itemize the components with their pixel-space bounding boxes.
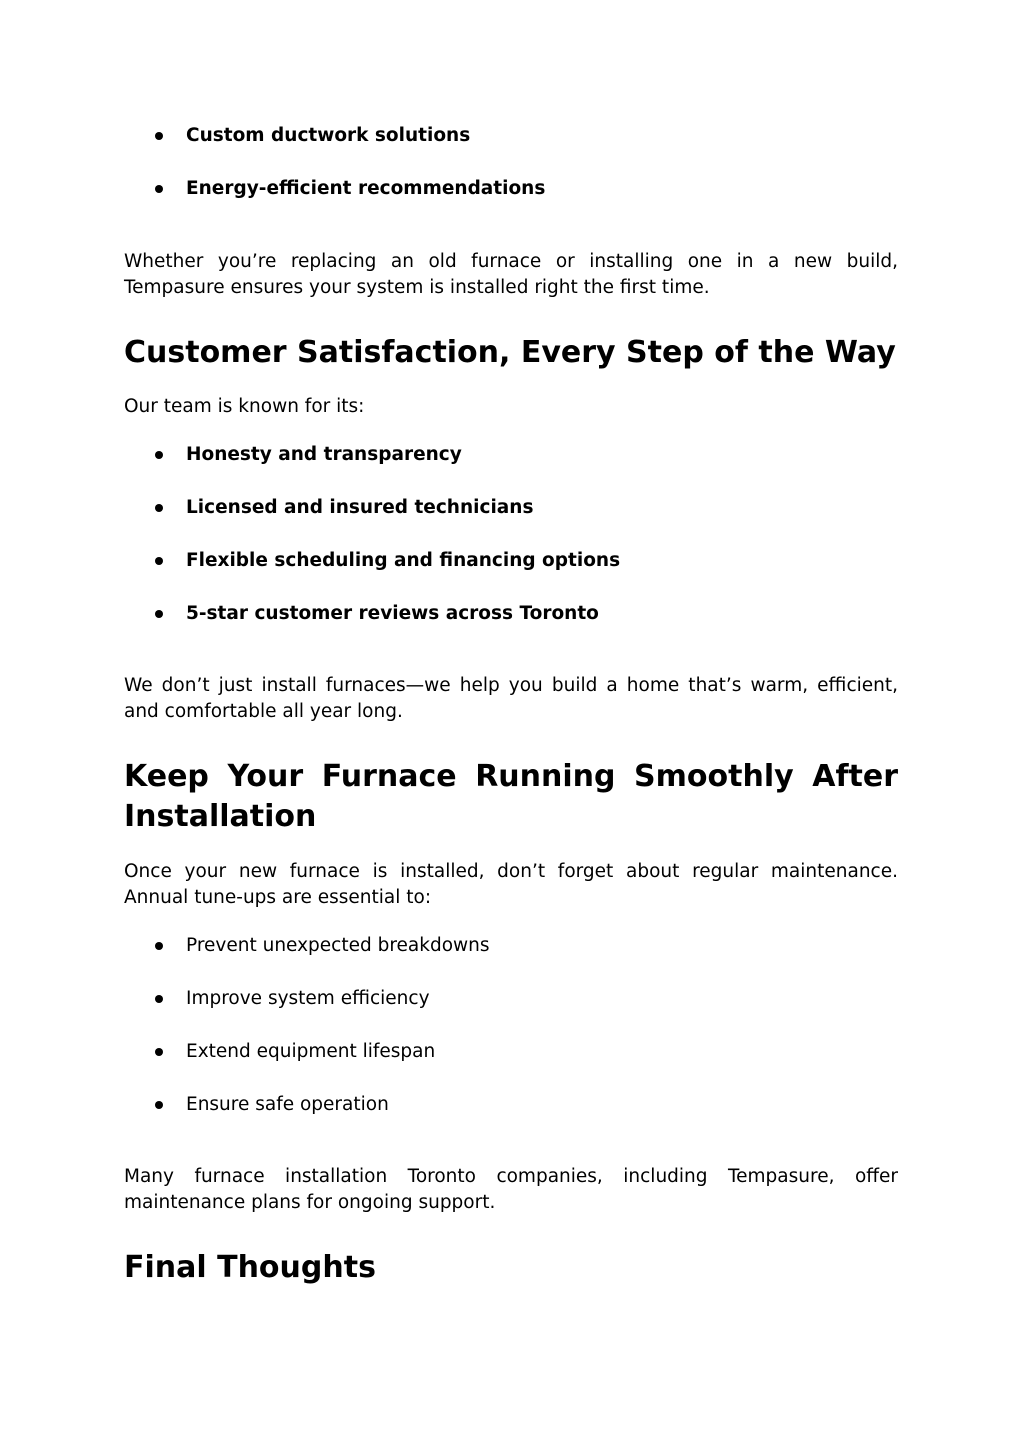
- bullet-icon: [155, 942, 163, 950]
- list-item-text: Improve system efficiency: [186, 988, 430, 1009]
- list-item-text: Flexible scheduling and financing options: [186, 550, 621, 571]
- paragraph-known-for: Our team is known for its:: [124, 396, 365, 417]
- list-item-text: Prevent unexpected breakdowns: [186, 935, 490, 956]
- bullet-icon: [155, 557, 163, 565]
- paragraph-whether: Whether you’re replacing an old furnace or installing one in a new build, Tempasure ensures your system is installed right the first time.: [124, 251, 898, 298]
- bullet-icon: [155, 610, 163, 618]
- heading-keep-furnace-running: Keep Your Furnace Running Smoothly After Installation: [124, 759, 898, 834]
- heading-final-thoughts: Final Thoughts: [124, 1250, 376, 1285]
- list-item-text: Extend equipment lifespan: [186, 1041, 436, 1062]
- bullet-icon: [155, 504, 163, 512]
- bullet-icon: [155, 132, 163, 140]
- bullet-icon: [155, 451, 163, 459]
- list-item-text: Energy-efficient recommendations: [186, 178, 546, 199]
- paragraph-dont-just-install: We don’t just install furnaces—we help you build a home that’s warm, efficient, and comfortable all year long.: [124, 675, 898, 722]
- list-item-text: Licensed and insured technicians: [186, 497, 534, 518]
- list-item-text: Ensure safe operation: [186, 1094, 389, 1115]
- list-item-text: Custom ductwork solutions: [186, 125, 471, 146]
- paragraph-once-installed: Once your new furnace is installed, don’t forget about regular maintenance. Annual tune-ups are essential to:: [124, 861, 898, 908]
- list-item-text: Honesty and transparency: [186, 444, 462, 465]
- bullet-icon: [155, 1048, 163, 1056]
- bullet-icon: [155, 185, 163, 193]
- bullet-icon: [155, 995, 163, 1003]
- list-item-text: 5-star customer reviews across Toronto: [186, 603, 599, 624]
- bullet-icon: [155, 1101, 163, 1109]
- heading-customer-satisfaction: Customer Satisfaction, Every Step of the Way: [124, 335, 896, 370]
- paragraph-many-companies: Many furnace installation Toronto companies, including Tempasure, offer maintenance plans for ongoing support.: [124, 1166, 898, 1213]
